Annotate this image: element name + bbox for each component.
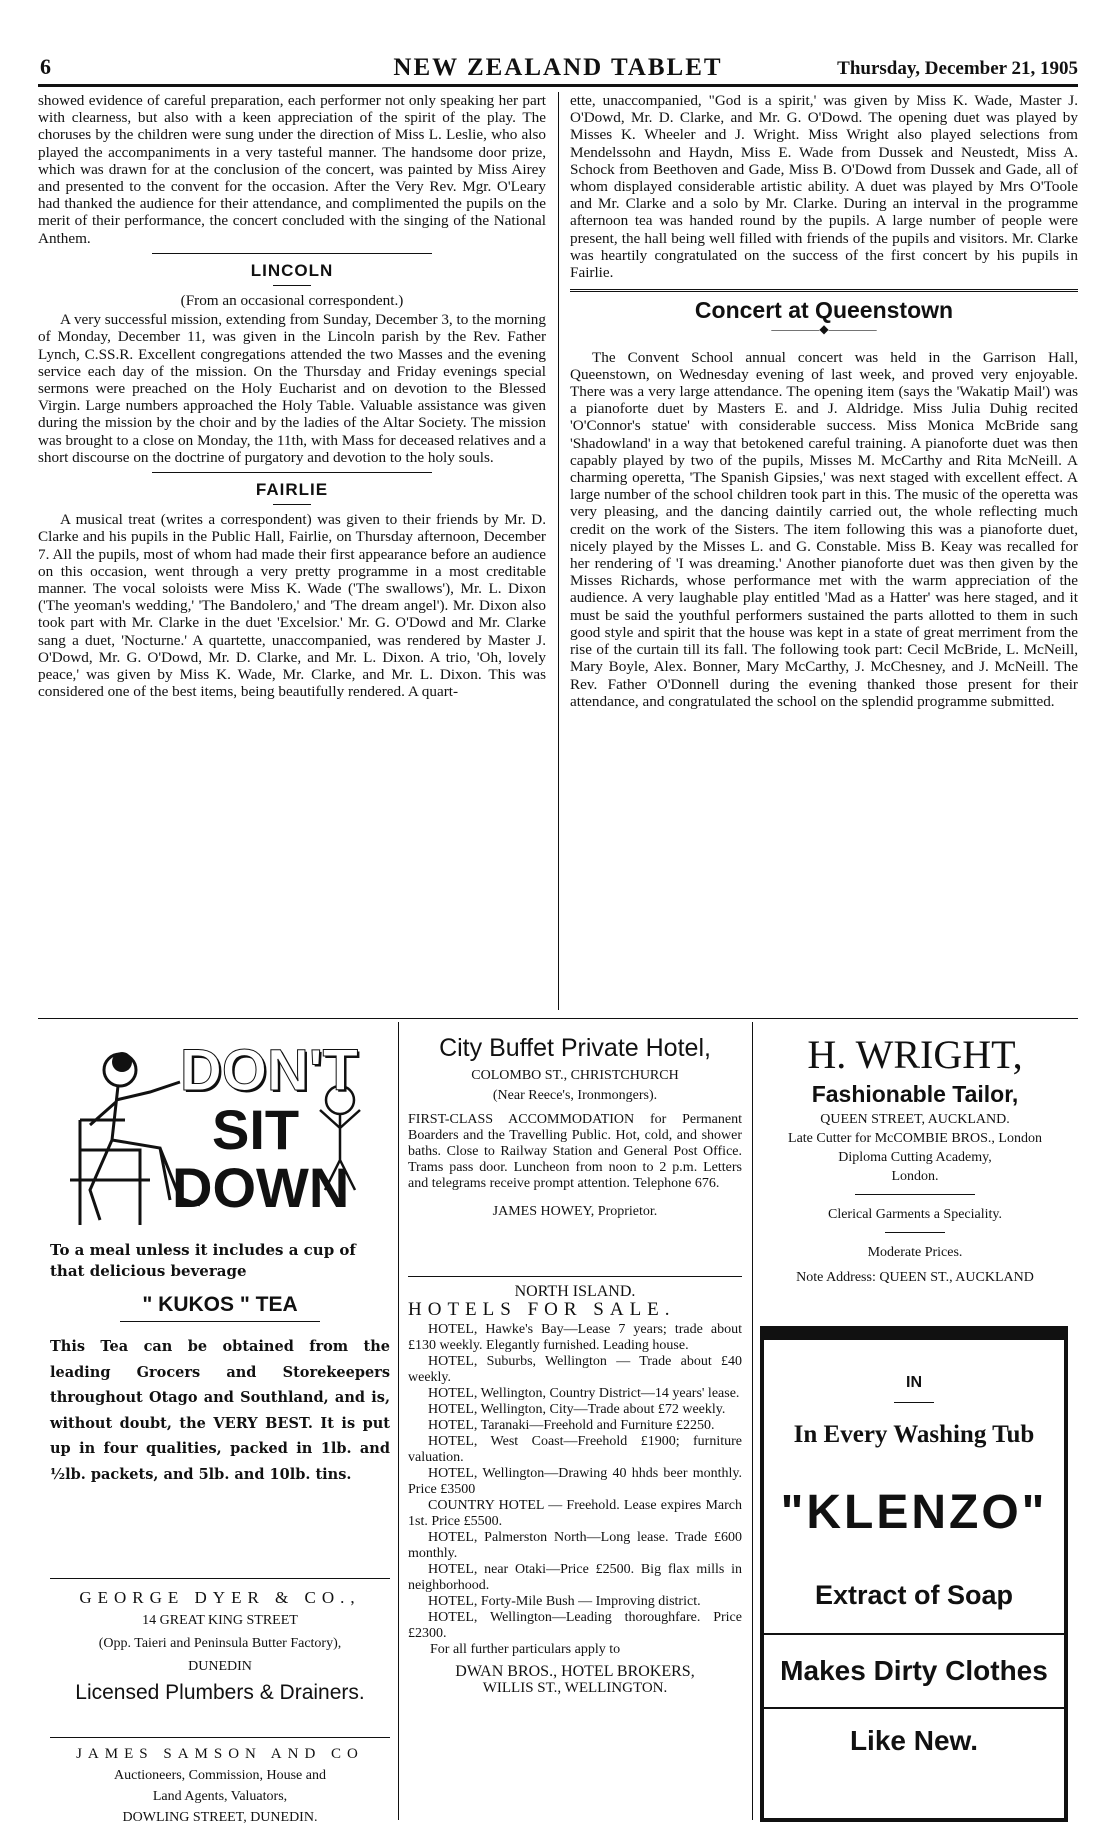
ad-divider (50, 1578, 390, 1579)
section-concert-heading: Concert at Queenstown (694, 297, 954, 324)
dont-lettering: DON'T (180, 1038, 359, 1103)
wright-prices: Moderate Prices. (867, 1245, 963, 1260)
column-2 (570, 92, 1078, 716)
hotels-region: NORTH ISLAND. (514, 1283, 636, 1300)
wright-late-cutter: Late Cutter for McCOMBIE BROS., London (788, 1131, 1042, 1146)
klenzo-in: IN (906, 1374, 922, 1391)
ad-divider (50, 1737, 390, 1738)
wright-clerical: Clerical Garments a Speciality. (827, 1207, 1003, 1222)
klenzo-line-4: Like New. (849, 1725, 979, 1756)
column-1 (38, 92, 546, 707)
divider (120, 1321, 320, 1322)
divider (273, 285, 311, 286)
kukos-illustration (50, 1030, 380, 1230)
ornament-divider: ————◆———— (771, 322, 877, 337)
buffet-proprietor: JAMES HOWEY, Proprietor. (492, 1204, 658, 1219)
ad-column-rule (752, 1022, 753, 1820)
concert-article: The Convent School annual concert was held in the Garrison Hall, Queenstown, on Wednesday evening of last week, and proved very enjoyable. There was a very large attendance. The opening item (says the 'Wakatip Mail') was a pianoforte duet by Masters E. and J. Aldridge. Miss Julia Duhig recited 'O'Connor's statue' with considerable success. Miss Monica McBride sang 'Shadowland' in a way that betokened careful training. A pianoforte duet was then capably played by two of the pupils, Misses M. McCarthy and Rita McNeill. A charming operetta, 'The Spanish Gipsies,' was next staged with excellent effect. A large number of the school children took part in this. The music of the operetta was very pleasing, and the dancing daintily carried out, the whole reflecting much credit on the work of the Sisters. The item following this was a pianoforte duet, nicely played by the Misses L. and G. Constable. Miss B. Keay was recalled for her rendering of 'I was dreaming.' Another pianoforte duet was then given by the Misses Richards, whose performance met with the warm appreciation of the audience. A very laughable play entitled 'Mad as a Hatter' was here staged, and it must be said the youthful performers sustained the parts allotted to them in such good style and spirit that the house was kept in a state of great merriment from the rise of the curtain till its fall. The following took part: Cecil McBride, L. McNeill, Mary Boyle, Alex. Bonner, Mary McCarthy, J. McChesney, and J. McNeill. The Rev. Father O'Donnell during the evening thanked those present for their attendance, and congratulated the school on the splendid programme submitted. (570, 348, 1078, 710)
klenzo-brand: "KLENZO" (780, 1486, 1048, 1539)
down-lettering: DOWN (172, 1156, 350, 1219)
ad-divider (408, 1276, 742, 1277)
divider (764, 1707, 1064, 1709)
samson-line-2: Land Agents, Valuators, (152, 1789, 288, 1804)
hotels-ad (408, 1284, 742, 1696)
wright-diploma-city: London. (891, 1169, 939, 1184)
fairlie-article: A musical treat (writes a correspondent) was given to their friends by Mr. D. Clarke and his pupils in the Public Hall, Fairlie, on Thursday afternoon, December 7. All the pupils, most of whom had made their first appearance before an audience on this occasion, went through a very pretty programme in a most creditable manner. The vocal soloists were Miss K. Wade ('The swallows'), Mr. L. Dixon ('The yeoman's wedding,' 'The Bandolero,' and 'The dream angel'). Mr. Dixon also took part with Mr. Clarke in the duet 'Excelsior.' Mr. G. O'Dowd and Mr. Clarke sang a duet, 'Nocturne.' A quartette, unaccompanied, was rendered by Master J. O'Dowd, Mr. G. O'Dowd, Mr. D. Clarke, and Mr. L. Dixon. A trio, 'Oh, lovely peace,' was given by Miss K. Wade, Mr. Clarke, and Mr. L. Dixon. This was considered one of the best items, being beautifully rendered. A quart- (38, 511, 546, 701)
issue-date: Thursday, December 21, 1905 (837, 58, 1078, 79)
divider (885, 1232, 945, 1233)
klenzo-line-3: Makes Dirty Clothes (780, 1655, 1048, 1686)
divider (894, 1402, 934, 1403)
samson-name: JAMES SAMSON AND CO (76, 1746, 364, 1762)
dyer-location-note: (Opp. Taieri and Peninsula Butter Factory), (98, 1636, 342, 1651)
dyer-ad (50, 1586, 390, 1708)
lincoln-byline: (From an occasional correspondent.) (180, 292, 404, 310)
hotel-listing: COUNTRY HOTEL — Freehold. Lease expires March 1st. Price £5500. (408, 1498, 742, 1529)
hotel-listing: HOTEL, Wellington, Country District—14 years' lease. (428, 1386, 740, 1401)
wright-ad (760, 1032, 1070, 1287)
hotel-listing: HOTEL, Hawke's Bay—Lease 7 years; trade about £130 weekly. Elegantly furnished. Leading house. (408, 1322, 742, 1353)
column-rule (558, 92, 559, 1010)
dyer-city: DUNEDIN (188, 1659, 252, 1674)
hotel-listing: HOTEL, Wellington, City—Trade about £72 weekly. (428, 1402, 726, 1417)
dyer-name: GEORGE DYER & CO., (79, 1588, 361, 1607)
wright-street: QUEEN STREET, AUCKLAND. (820, 1112, 1010, 1127)
dyer-street: 14 GREAT KING STREET (142, 1613, 298, 1628)
samson-ad (50, 1744, 390, 1828)
divider (855, 1194, 975, 1195)
klenzo-top-band (764, 1330, 1064, 1340)
kukos-body: This Tea can be obtained from the leading Grocers and Storekeepers throughout Otago and Southland, and is, without doubt, the VERY BEST. It is put up in four qualities, packed in 1lb. and ½lb. packets, and 5lb. and 10lb. tins. (50, 1338, 390, 1483)
article-intro: showed evidence of careful preparation, each performer not only speaking her part with clearness, but also with a keen appreciation of the spirit of the play. The choruses by the children were sung under the direction of Miss L. Leslie, who also played the accompaniments in a very tasteful manner. The handsome door prize, which was drawn for at the conclusion of the concert, was painted by Miss Airey and presented to the convent for the occasion. After the Very Rev. Mgr. O'Leary had thanked the audience for their attendance, and complimented the pupils on the merit of their performance, the concert concluded with the singing of the National Anthem. (38, 92, 546, 247)
wright-trade: Fashionable Tailor, (811, 1081, 1019, 1107)
hotel-listing: HOTEL, West Coast—Freehold £1900; furniture valuation. (408, 1434, 742, 1465)
hotels-list (408, 1322, 742, 1642)
wright-name: H. WRIGHT, (807, 1032, 1023, 1077)
hotel-listing: HOTEL, Palmerston North—Long lease. Trade £600 monthly. (408, 1530, 742, 1561)
divider (570, 289, 1078, 292)
lincoln-article: A very successful mission, extending from Sunday, December 3, to the morning of Monday, December 11, was given in the Lincoln parish by the Rev. Father Lynch, C.SS.R. Excellent congregations attended the two Masses and the evening service each day of the mission. On the Thursday and Friday evenings special sermons were preached on the Holy Eucharist and on devotion to the Blessed Virgin. Large numbers approached the Holy Table. Valuable assistance was given during the mission by the choir and by the ladies of the Altar Society. The mission was brought to a close on Monday, the 11th, with Mass for deceased relatives and a short discourse on the doctrine of purgatory and devotion to the holy souls. (38, 311, 546, 466)
hotels-apply: For all further particulars apply to (430, 1642, 621, 1657)
fairlie-article-continued: ette, unaccompanied, "God is a spirit,' was given by Miss K. Wade, Master J. O'Dowd, Mr. D. Clarke, and Mr. G. O'Dowd. The opening duet was played by Misses K. Wheeler and J. Wright. Miss Wright also played selections from Mendelssohn and Haydn, Miss E. Wade from Dussek and Neustedt, Miss A. Schock from Beethoven and Gade, Miss B. O'Dowd from Dussek and Gade, all of whom displayed considerable artistic ability. A duet was played by Mrs O'Toole and Mr. Clarke and a solo by Mr. Clarke. During an interval in the programme afternoon tea was handed round by the pupils. A large number of people were present, the hall being well filled with friends of the pupils and visitors. Mr. Clarke was heartily congratulated on the success of the first concert by his pupils in Fairlie. (570, 92, 1078, 282)
ads-divider (38, 1018, 1078, 1019)
wright-address: Note Address: QUEEN ST., AUCKLAND (796, 1270, 1034, 1285)
samson-line-1: Auctioneers, Commission, House and (114, 1768, 326, 1783)
divider (764, 1633, 1064, 1635)
page-header (38, 54, 1078, 87)
hotel-listing: HOTEL, Suburbs, Wellington — Trade about £40 weekly. (408, 1354, 742, 1385)
sit-lettering: SIT (212, 1098, 300, 1161)
kukos-brand: " KUKOS " TEA (142, 1293, 298, 1316)
hotel-listing: HOTEL, Wellington—Drawing 40 hhds beer monthly. Price £3500 (408, 1466, 742, 1497)
klenzo-line-1: In Every Washing Tub (793, 1421, 1035, 1448)
section-fairlie-heading: FAIRLIE (255, 480, 329, 500)
wright-diploma: Diploma Cutting Academy, (838, 1150, 992, 1165)
hotel-listing: HOTEL, Wellington—Leading thoroughfare. Price £2300. (408, 1610, 742, 1641)
buffet-title: City Buffet Private Hotel, (439, 1034, 711, 1062)
divider (152, 472, 432, 473)
masthead: NEW ZEALAND TABLET (393, 54, 723, 81)
dyer-trade: Licensed Plumbers & Drainers. (75, 1681, 365, 1704)
hotels-firm: DWAN BROS., HOTEL BROKERS, (455, 1663, 695, 1680)
hotels-address: WILLIS ST., WELLINGTON. (482, 1680, 668, 1696)
ad-column-rule (398, 1022, 399, 1820)
samson-line-3: DOWLING STREET, DUNEDIN. (122, 1810, 318, 1825)
city-buffet-ad (408, 1032, 742, 1220)
kukos-ad (50, 1240, 390, 1487)
buffet-street: COLOMBO ST., CHRISTCHURCH (471, 1068, 679, 1083)
hotel-listing: HOTEL, near Otaki—Price £2500. Big flax mills in neighborhood. (408, 1562, 742, 1593)
section-lincoln-heading: LINCOLN (250, 260, 334, 280)
page-number: 6 (40, 54, 51, 79)
buffet-body: FIRST-CLASS ACCOMMODATION for Permanent Boarders and the Travelling Public. Hot, cold, and shower baths. Close to Railway Station and General Post Office. Trams pass door. Luncheon from noon to 2 p.m. Letters and telegrams receive prompt attention. Telephone 676. (408, 1112, 742, 1191)
buffet-near: (Near Reece's, Ironmongers). (492, 1088, 658, 1103)
divider (152, 253, 432, 254)
kukos-tagline: To a meal unless it includes a cup of that delicious beverage (50, 1241, 356, 1280)
klenzo-line-2: Extract of Soap (814, 1580, 1014, 1610)
klenzo-ad (760, 1326, 1068, 1822)
hotels-title: HOTELS FOR SALE. (408, 1299, 676, 1320)
divider (273, 504, 311, 505)
hotel-listing: HOTEL, Taranaki—Freehold and Furniture £2250. (428, 1418, 715, 1433)
hotel-listing: HOTEL, Forty-Mile Bush — Improving district. (428, 1594, 701, 1609)
